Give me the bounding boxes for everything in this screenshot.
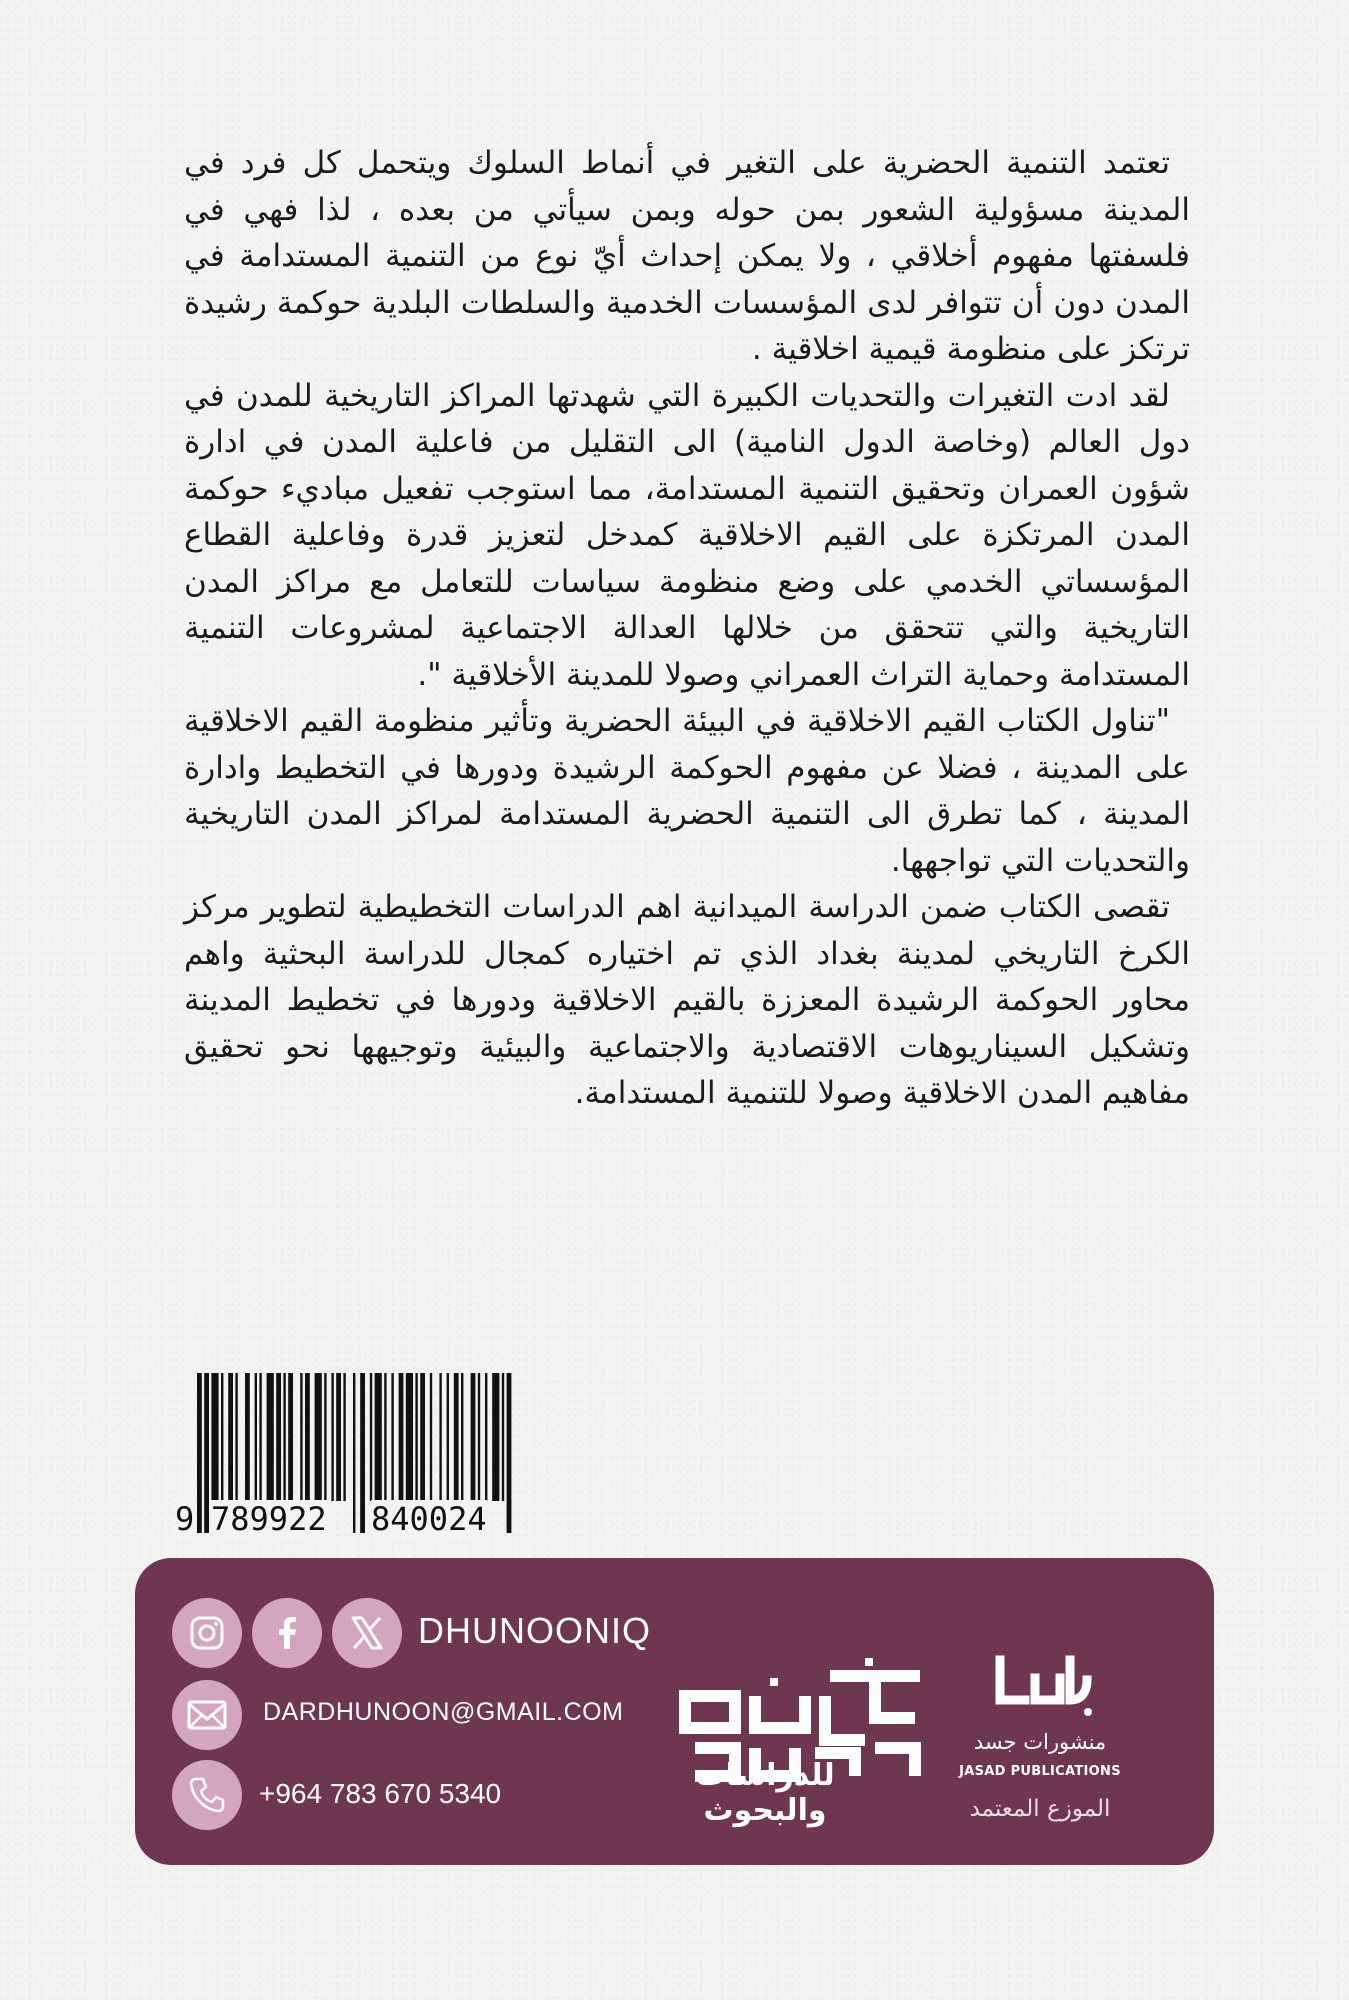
blurb-paragraph-2: لقد ادت التغيرات والتحديات الكبيرة التي شهدتها المراكز التاريخية للمدن في دول العالم (وخاصة الدول النامية) الى التقليل من فاعلية المدن في ادارة شؤون العمران وتحقيق التنمية المستدامة، مما استوجب تفعيل مباديء حوكمة المدن المرتكزة على القيم الاخلاقية كمدخل لتعزيز قدرة وفاعلية القطاع المؤسساتي الخدمي على وضع منظومة سياسات للتعامل مع مراكز المدن التاريخية والتي تتحقق من خلالها العدالة الاجتماعية لمشروعات التنمية المستدامة وحماية التراث العمراني وصولا للمدينة الأخلاقية ". [184, 377, 1190, 693]
blurb-paragraph-4: تقصى الكتاب ضمن الدراسة الميدانية اهم الدراسات التخطيطية لتطوير مركز الكرخ التاريخي لمدينة بغداد الذي تم اختياره كمجال للدراسة البحثية واهم محاور الحوكمة الرشيدة المعززة بالقيم الاخلاقية ودورها في تخطيط المدينة وتشكيل السيناريوهات الاقتصادية والاجتماعية والبيئية وتوجيهها نحو تحقيق مفاهيم المدن الاخلاقية وصولا للتنمية المستدامة. [184, 889, 1190, 1111]
publisher-contact-panel [135, 1558, 1214, 1865]
barcode-bar [305, 1373, 310, 1501]
blurb-paragraph-3: "تناول الكتاب القيم الاخلاقية في البيئة الحضرية وتأثير منظومة القيم الاخلاقية على المدينة ، فضلا عن مفهوم الحوكمة الرشيدة ودورها في التخطيط وادارة المدينة ، كما تطرق الى التنمية الحضرية المستدامة لمراكز المدن التاريخية والتحديات التي تواجهها. [184, 703, 1190, 879]
barcode-bar [235, 1373, 237, 1501]
barcode-bar [283, 1373, 285, 1501]
blurb-paragraph-1: تعتمد التنمية الحضرية على التغير في أنماط السلوك ويتحمل كل فرد في المدينة مسؤولية الشعور بمن حوله وبمن سيأتي من بعده ، لذا فهي في فلسفتها مفهوم أخلاقي ، ولا يمكن إحداث أيّ نوع من التنمية المستدامة في المدن دون أن تتوافر لدى المؤسسات الخدمية والسلطات البلدية حوكمة رشيدة ترتكز على منظومة قيمية اخلاقية . [184, 145, 1190, 367]
x-icon[interactable] [332, 1598, 402, 1668]
distributor-role: الموزع المعتمد [969, 1796, 1111, 1822]
barcode-bar [331, 1373, 333, 1501]
barcode-bar [324, 1373, 326, 1501]
phone-number[interactable]: +964 783 670 5340 [259, 1778, 502, 1809]
isbn-first-digit: 9 [175, 1500, 195, 1538]
barcode-bar [447, 1373, 449, 1501]
barcode-bar [259, 1373, 261, 1501]
social-handle[interactable]: DHUNOONIQ [418, 1610, 651, 1651]
barcode-bar [336, 1373, 341, 1501]
publisher-tagline: للدراسات والبحوث [695, 1758, 835, 1828]
barcode-bar [343, 1373, 345, 1501]
instagram-icon[interactable] [172, 1598, 242, 1668]
barcode-bar [370, 1373, 372, 1501]
distributor-name-english: JASAD PUBLICATIONS [959, 1764, 1121, 1779]
barcode-bar [415, 1373, 417, 1501]
barcode-bar [406, 1373, 413, 1501]
barcode-bar [221, 1373, 223, 1501]
barcode-bar [228, 1373, 233, 1501]
back-cover-blurb [184, 140, 1190, 1117]
distributor-block [955, 1648, 1125, 1848]
isbn-left-group: 789922 [211, 1500, 327, 1538]
barcode-bar [276, 1373, 281, 1501]
barcode-bar [375, 1373, 382, 1501]
barcode-bar [420, 1373, 425, 1501]
phone-icon[interactable] [172, 1760, 242, 1830]
barcode-bar [454, 1373, 459, 1501]
isbn-right-group: 840024 [371, 1500, 487, 1538]
email-address[interactable]: DARDHUNOON@GMAIL.COM [263, 1698, 624, 1726]
isbn-number [175, 1500, 515, 1540]
barcode-bar [300, 1373, 302, 1501]
barcode-bar [439, 1373, 441, 1501]
barcode-bar [399, 1373, 404, 1501]
barcode-bar [471, 1373, 476, 1501]
barcode-bar [288, 1373, 293, 1501]
barcode-bar [478, 1373, 480, 1501]
jasad-logo [955, 1648, 1125, 1720]
barcode-bar [461, 1373, 463, 1501]
facebook-icon[interactable] [252, 1598, 322, 1668]
barcode-bar [502, 1373, 504, 1501]
barcode-bar [391, 1373, 393, 1501]
barcode-bar [384, 1373, 386, 1501]
barcode-bar [315, 1373, 322, 1501]
barcode-bar [245, 1373, 250, 1501]
email-icon[interactable] [172, 1680, 242, 1750]
barcode-bar [211, 1373, 218, 1501]
barcode-bar [267, 1373, 274, 1501]
barcode-bar [492, 1373, 499, 1501]
barcode-bar [485, 1373, 487, 1501]
barcode-bar [255, 1373, 257, 1501]
barcode-bar [430, 1373, 432, 1501]
distributor-name-arabic: منشورات جسد [973, 1730, 1107, 1754]
